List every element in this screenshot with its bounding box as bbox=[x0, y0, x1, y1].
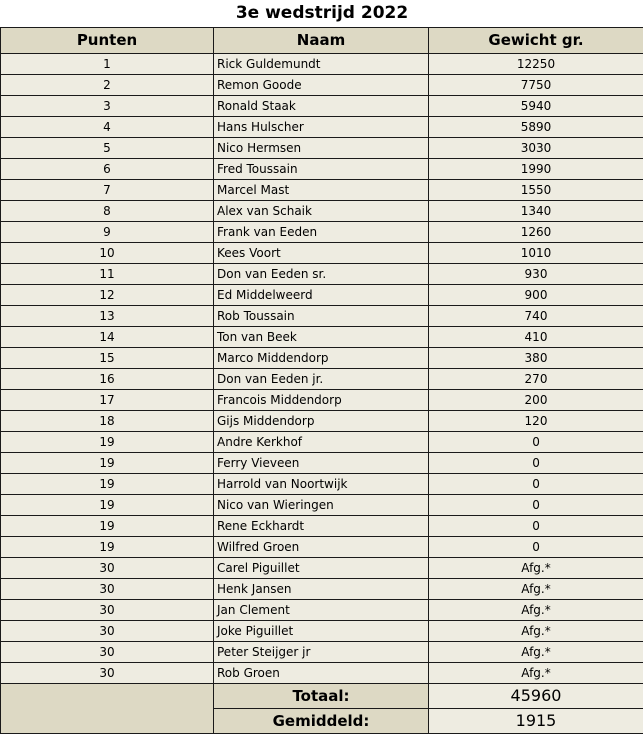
cell-punten: 7 bbox=[1, 179, 214, 200]
cell-punten: 14 bbox=[1, 326, 214, 347]
cell-gewicht: 5890 bbox=[429, 116, 643, 137]
cell-gewicht: 1010 bbox=[429, 242, 643, 263]
totaal-row bbox=[1, 683, 643, 708]
cell-gewicht: 1990 bbox=[429, 158, 643, 179]
table-title: 3e wedstrijd 2022 bbox=[1, 0, 643, 27]
table-row bbox=[1, 431, 643, 452]
cell-naam: Marcel Mast bbox=[214, 179, 429, 200]
cell-naam: Wilfred Groen bbox=[214, 536, 429, 557]
cell-naam: Rob Groen bbox=[214, 662, 429, 683]
cell-naam: Don van Eeden sr. bbox=[214, 263, 429, 284]
table-row bbox=[1, 536, 643, 557]
cell-punten: 1 bbox=[1, 53, 214, 74]
cell-gewicht: 12250 bbox=[429, 53, 643, 74]
cell-gewicht: 0 bbox=[429, 494, 643, 515]
cell-gewicht: 0 bbox=[429, 473, 643, 494]
table-row bbox=[1, 116, 643, 137]
cell-naam: Ton van Beek bbox=[214, 326, 429, 347]
table-body bbox=[1, 53, 643, 683]
cell-gewicht: 120 bbox=[429, 410, 643, 431]
cell-gewicht: 3030 bbox=[429, 137, 643, 158]
table-row bbox=[1, 410, 643, 431]
cell-naam: Francois Middendorp bbox=[214, 389, 429, 410]
table-row bbox=[1, 515, 643, 536]
cell-gewicht: 0 bbox=[429, 431, 643, 452]
cell-gewicht: 0 bbox=[429, 515, 643, 536]
cell-gewicht: 1550 bbox=[429, 179, 643, 200]
cell-gewicht: 740 bbox=[429, 305, 643, 326]
cell-gewicht: 380 bbox=[429, 347, 643, 368]
gemiddeld-row bbox=[1, 708, 643, 733]
cell-naam: Rick Guldemundt bbox=[214, 53, 429, 74]
cell-gewicht: Afg.* bbox=[429, 662, 643, 683]
cell-punten: 18 bbox=[1, 410, 214, 431]
cell-naam: Ferry Vieveen bbox=[214, 452, 429, 473]
cell-naam: Rob Toussain bbox=[214, 305, 429, 326]
cell-punten: 30 bbox=[1, 662, 214, 683]
table-row bbox=[1, 74, 643, 95]
summary-spacer bbox=[1, 683, 214, 708]
cell-naam: Nico Hermsen bbox=[214, 137, 429, 158]
cell-punten: 30 bbox=[1, 620, 214, 641]
table-row bbox=[1, 137, 643, 158]
title-row bbox=[1, 0, 643, 27]
cell-punten: 8 bbox=[1, 200, 214, 221]
cell-naam: Fred Toussain bbox=[214, 158, 429, 179]
cell-naam: Peter Steijger jr bbox=[214, 641, 429, 662]
table-row bbox=[1, 557, 643, 578]
table-row bbox=[1, 347, 643, 368]
cell-punten: 11 bbox=[1, 263, 214, 284]
cell-punten: 19 bbox=[1, 473, 214, 494]
cell-punten: 19 bbox=[1, 431, 214, 452]
cell-punten: 15 bbox=[1, 347, 214, 368]
cell-punten: 4 bbox=[1, 116, 214, 137]
table-row bbox=[1, 221, 643, 242]
cell-punten: 19 bbox=[1, 536, 214, 557]
table-row bbox=[1, 389, 643, 410]
cell-naam: Marco Middendorp bbox=[214, 347, 429, 368]
cell-gewicht: Afg.* bbox=[429, 620, 643, 641]
cell-gewicht: 7750 bbox=[429, 74, 643, 95]
cell-naam: Harrold van Noortwijk bbox=[214, 473, 429, 494]
gemiddeld-value: 1915 bbox=[429, 708, 643, 733]
cell-punten: 30 bbox=[1, 557, 214, 578]
cell-naam: Kees Voort bbox=[214, 242, 429, 263]
table-row bbox=[1, 326, 643, 347]
table-row bbox=[1, 578, 643, 599]
cell-naam: Ed Middelweerd bbox=[214, 284, 429, 305]
cell-naam: Ronald Staak bbox=[214, 95, 429, 116]
table-row bbox=[1, 158, 643, 179]
table-row bbox=[1, 641, 643, 662]
cell-gewicht: Afg.* bbox=[429, 557, 643, 578]
cell-gewicht: Afg.* bbox=[429, 599, 643, 620]
table-row bbox=[1, 662, 643, 683]
cell-gewicht: 5940 bbox=[429, 95, 643, 116]
cell-punten: 3 bbox=[1, 95, 214, 116]
cell-naam: Hans Hulscher bbox=[214, 116, 429, 137]
table-row bbox=[1, 284, 643, 305]
cell-gewicht: Afg.* bbox=[429, 641, 643, 662]
totaal-value: 45960 bbox=[429, 683, 643, 708]
table-row bbox=[1, 263, 643, 284]
gemiddeld-label: Gemiddeld: bbox=[214, 708, 429, 733]
table-row bbox=[1, 95, 643, 116]
cell-gewicht: 1340 bbox=[429, 200, 643, 221]
cell-gewicht: Afg.* bbox=[429, 578, 643, 599]
cell-punten: 16 bbox=[1, 368, 214, 389]
table-row bbox=[1, 473, 643, 494]
cell-punten: 19 bbox=[1, 452, 214, 473]
cell-naam: Henk Jansen bbox=[214, 578, 429, 599]
cell-punten: 17 bbox=[1, 389, 214, 410]
table-row bbox=[1, 368, 643, 389]
summary-spacer bbox=[1, 708, 214, 733]
cell-naam: Joke Piguillet bbox=[214, 620, 429, 641]
cell-gewicht: 0 bbox=[429, 452, 643, 473]
cell-gewicht: 930 bbox=[429, 263, 643, 284]
cell-naam: Rene Eckhardt bbox=[214, 515, 429, 536]
cell-naam: Frank van Eeden bbox=[214, 221, 429, 242]
cell-punten: 12 bbox=[1, 284, 214, 305]
table-row bbox=[1, 242, 643, 263]
cell-punten: 19 bbox=[1, 494, 214, 515]
cell-punten: 19 bbox=[1, 515, 214, 536]
cell-naam: Don van Eeden jr. bbox=[214, 368, 429, 389]
cell-naam: Jan Clement bbox=[214, 599, 429, 620]
cell-gewicht: 410 bbox=[429, 326, 643, 347]
table-row bbox=[1, 200, 643, 221]
cell-naam: Remon Goode bbox=[214, 74, 429, 95]
cell-gewicht: 200 bbox=[429, 389, 643, 410]
table-row bbox=[1, 305, 643, 326]
header-row bbox=[1, 27, 643, 53]
cell-punten: 30 bbox=[1, 641, 214, 662]
table-row bbox=[1, 599, 643, 620]
table-row bbox=[1, 179, 643, 200]
cell-gewicht: 0 bbox=[429, 536, 643, 557]
cell-naam: Nico van Wieringen bbox=[214, 494, 429, 515]
column-header-punten: Punten bbox=[1, 27, 214, 53]
cell-punten: 9 bbox=[1, 221, 214, 242]
table-row bbox=[1, 494, 643, 515]
cell-naam: Andre Kerkhof bbox=[214, 431, 429, 452]
column-header-naam: Naam bbox=[214, 27, 429, 53]
cell-gewicht: 270 bbox=[429, 368, 643, 389]
totaal-label: Totaal: bbox=[214, 683, 429, 708]
cell-punten: 5 bbox=[1, 137, 214, 158]
cell-punten: 30 bbox=[1, 599, 214, 620]
cell-naam: Gijs Middendorp bbox=[214, 410, 429, 431]
cell-punten: 30 bbox=[1, 578, 214, 599]
cell-naam: Alex van Schaik bbox=[214, 200, 429, 221]
column-header-gewicht: Gewicht gr. bbox=[429, 27, 643, 53]
table-row bbox=[1, 53, 643, 74]
cell-gewicht: 900 bbox=[429, 284, 643, 305]
cell-punten: 2 bbox=[1, 74, 214, 95]
table-row bbox=[1, 452, 643, 473]
cell-naam: Carel Piguillet bbox=[214, 557, 429, 578]
cell-punten: 6 bbox=[1, 158, 214, 179]
cell-gewicht: 1260 bbox=[429, 221, 643, 242]
cell-punten: 13 bbox=[1, 305, 214, 326]
cell-punten: 10 bbox=[1, 242, 214, 263]
table-row bbox=[1, 620, 643, 641]
